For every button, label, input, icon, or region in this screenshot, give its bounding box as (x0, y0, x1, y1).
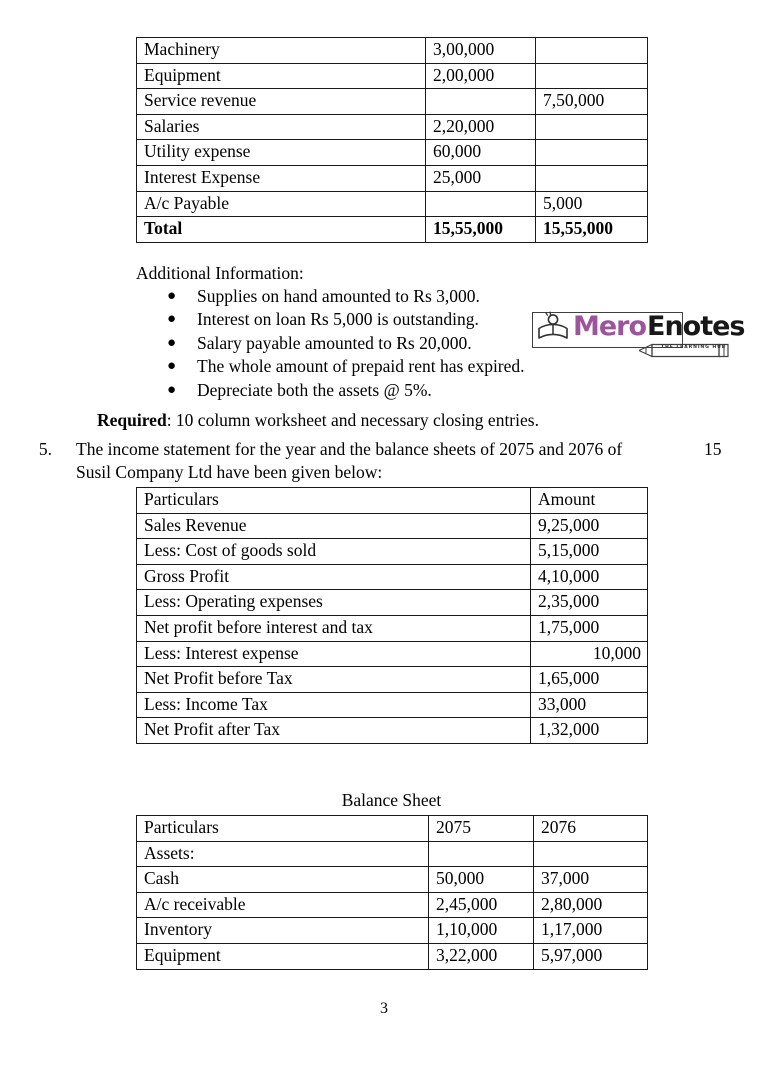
table-cell-credit (536, 63, 648, 89)
table-cell-year1 (429, 841, 534, 867)
table-cell-particular: Service revenue (137, 89, 426, 115)
table-cell-debit (426, 191, 536, 217)
table-cell-amount: 2,35,000 (531, 590, 648, 616)
table-cell-credit (536, 140, 648, 166)
bullet-icon: ● (167, 311, 177, 327)
table-cell-particular: Assets: (137, 841, 429, 867)
list-item-text: Interest on loan Rs 5,000 is outstanding. (197, 309, 479, 329)
additional-information-title: Additional Information: (136, 263, 304, 283)
table-row (137, 641, 648, 667)
table-row (137, 692, 648, 718)
table-row (137, 667, 648, 693)
table-cell-particular: Equipment (137, 63, 426, 89)
table-cell-particular: Inventory (137, 918, 429, 944)
list-item (136, 285, 696, 309)
table-row (137, 918, 648, 944)
table-cell-year2: 2,80,000 (534, 892, 648, 918)
table-cell-amount: 9,25,000 (531, 513, 648, 539)
table-cell-amount: 1,75,000 (531, 615, 648, 641)
table-cell-debit: 2,00,000 (426, 63, 536, 89)
table-cell-year2 (534, 841, 648, 867)
table-cell-debit: 15,55,000 (426, 217, 536, 243)
table-cell-credit: 5,000 (536, 191, 648, 217)
table-cell-particular: Net Profit before Tax (137, 667, 531, 693)
table-row (137, 539, 648, 565)
table-row (137, 841, 648, 867)
question-5-number: 5. (38, 439, 52, 459)
table-cell-particular: Salaries (137, 114, 426, 140)
table-cell-debit: 2,20,000 (426, 114, 536, 140)
table-cell-year1: 50,000 (429, 867, 534, 893)
table-row (137, 89, 648, 115)
column-header-particulars: Particulars (137, 816, 429, 842)
table-cell-amount: 5,15,000 (531, 539, 648, 565)
table-cell-particular: Cash (137, 867, 429, 893)
bullet-icon: ● (167, 287, 177, 304)
balance-sheet-table (136, 815, 648, 970)
balance-sheet-body (137, 816, 648, 970)
balance-sheet-caption: Balance Sheet (341, 790, 442, 810)
table-cell-amount: 10,000 (531, 641, 648, 667)
column-header-year2: 2076 (534, 816, 648, 842)
table-cell-amount: 1,32,000 (531, 718, 648, 744)
table-cell-amount: 4,10,000 (531, 564, 648, 590)
table-cell-particular: Total (137, 217, 426, 243)
open-book-reader-icon (536, 310, 570, 343)
required-line (97, 412, 539, 430)
bullet-icon: ● (167, 381, 177, 398)
table-cell-particular: Less: Operating expenses (137, 590, 531, 616)
table-cell-year1: 2,45,000 (429, 892, 534, 918)
table-cell-credit (536, 165, 648, 191)
table-row (137, 867, 648, 893)
table-cell-particular: Net Profit after Tax (137, 718, 531, 744)
table-header-row (137, 816, 648, 842)
table-row (137, 892, 648, 918)
table-cell-debit: 60,000 (426, 140, 536, 166)
bullet-icon: ● (167, 358, 177, 374)
question-5-text: The income statement for the year and the balance sheets of 2075 and 2076 of Susil Company Ltd have been given below: (76, 439, 623, 483)
table-row (137, 38, 648, 64)
table-row (137, 165, 648, 191)
list-item-text: Salary payable amounted to Rs 20,000. (197, 332, 472, 353)
column-header-year1: 2075 (429, 816, 534, 842)
table-cell-year1: 1,10,000 (429, 918, 534, 944)
table-cell-particular: Sales Revenue (137, 513, 531, 539)
list-item-text: Supplies on hand amounted to Rs 3,000. (197, 285, 480, 306)
table-row (137, 217, 648, 243)
table-cell-credit (536, 114, 648, 140)
trial-balance-body (137, 38, 648, 243)
bullet-icon: ● (167, 334, 177, 351)
table-header-row (137, 488, 648, 514)
column-header-amount: Amount (531, 488, 648, 514)
table-cell-credit: 7,50,000 (536, 89, 648, 115)
table-cell-debit: 3,00,000 (426, 38, 536, 64)
income-statement-body (137, 488, 648, 744)
table-cell-amount: 33,000 (531, 692, 648, 718)
required-text: : 10 column worksheet and necessary closing entries. (166, 410, 539, 430)
list-item-text: Depreciate both the assets @ 5%. (197, 379, 432, 400)
table-cell-year2: 5,97,000 (534, 943, 648, 969)
table-cell-particular: Gross Profit (137, 564, 531, 590)
table-row (137, 615, 648, 641)
table-cell-debit: 25,000 (426, 165, 536, 191)
meroenotes-watermark (531, 306, 745, 368)
table-cell-debit (426, 89, 536, 115)
table-cell-particular: Utility expense (137, 140, 426, 166)
list-item (136, 379, 696, 403)
table-row (137, 140, 648, 166)
table-cell-year2: 1,17,000 (534, 918, 648, 944)
table-cell-particular: Less: Income Tax (137, 692, 531, 718)
table-row (137, 718, 648, 744)
column-header-particulars: Particulars (137, 488, 531, 514)
trial-balance-table (136, 37, 648, 243)
table-cell-credit (536, 38, 648, 64)
page-number: 3 (380, 1000, 388, 1017)
table-cell-particular: Equipment (137, 943, 429, 969)
table-cell-particular: Interest Expense (137, 165, 426, 191)
question-5 (22, 438, 752, 484)
table-cell-particular: A/c Payable (137, 191, 426, 217)
watermark-tagline: THE LEARNING HUB (661, 345, 727, 350)
table-row (137, 63, 648, 89)
watermark-brand-primary: Mero (573, 311, 647, 342)
watermark-brand-secondary: Enotes (647, 311, 745, 342)
income-statement-table (136, 487, 648, 744)
table-cell-credit: 15,55,000 (536, 217, 648, 243)
table-cell-particular: A/c receivable (137, 892, 429, 918)
table-cell-year2: 37,000 (534, 867, 648, 893)
table-row (137, 513, 648, 539)
table-cell-year1: 3,22,000 (429, 943, 534, 969)
list-item-text: The whole amount of prepaid rent has expired. (197, 356, 525, 376)
table-row (137, 114, 648, 140)
required-label: Required (97, 410, 167, 430)
table-cell-particular: Less: Interest expense (137, 641, 531, 667)
table-cell-particular: Net profit before interest and tax (137, 615, 531, 641)
table-row (137, 943, 648, 969)
table-cell-particular: Machinery (137, 38, 426, 64)
table-cell-particular: Less: Cost of goods sold (137, 539, 531, 565)
table-row (137, 590, 648, 616)
table-row (137, 191, 648, 217)
question-5-marks: 15 (704, 439, 722, 459)
table-cell-amount: 1,65,000 (531, 667, 648, 693)
table-row (137, 564, 648, 590)
